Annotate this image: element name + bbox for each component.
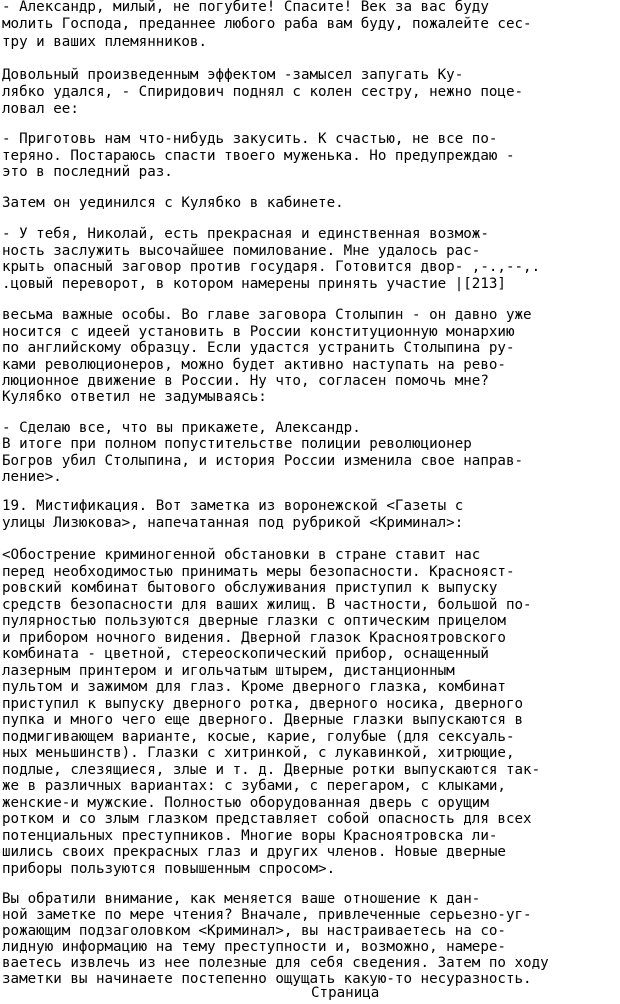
text-line: подмигивающем варианте, косые, карие, голубые (для сексуаль- [2, 729, 515, 745]
text-line: теряно. Постараюсь спасти твоего муженька. Но предупреждаю - [2, 148, 515, 164]
text-line: пулярностью пользуются дверные глазки с оптическим прицелом [2, 613, 506, 629]
text-line: подлые, слезящиеся, злые и т. д. Дверные ротки выпускаются так- [2, 762, 541, 778]
text-line: комбината - цветной, стереоскопический прибор, оснащенный [2, 646, 489, 662]
text-line: улицы Лизюкова>, напечатанная под рубрикой <Криминал>: [2, 515, 464, 531]
text-line: приступил к выпуску дверного ротка, дверного носика, дверного [2, 696, 524, 712]
text-line: шились своих прекрасных глаз и других членов. Новые дверные [2, 844, 506, 860]
text-line: Затем он уединился с Кулябко в кабинете. [2, 195, 344, 211]
text-line: тру и ваших племянников. [2, 34, 207, 50]
text-line: это в последний раз. [2, 164, 173, 180]
text-line: Вы обратили внимание, как меняется ваше отношение к дан- [2, 891, 481, 907]
text-line: ками революционеров, можно будет активно наступать на рево- [2, 357, 506, 373]
text-line: ротком и со злым глазком представляет собой опасность для всех [2, 811, 532, 827]
text-line: Кулябко ответил не задумываясь: [2, 389, 267, 405]
text-line: - У тебя, Николай, есть прекрасная и единственная возмож- [2, 226, 489, 242]
text-line: - Александр, милый, не погубите! Спасите! Век за вас буду [2, 0, 489, 15]
text-line: женские-и мужские. Полностью оборудованная дверь с орущим [2, 795, 489, 811]
text-line: приборы пользуются повышенным спросом>. [2, 861, 336, 877]
text-line: по английскому образцу. Если удастся устранить Столыпина ру- [2, 340, 515, 356]
text-line: люционное движение в России. Ну что, согласен помочь мне? [2, 373, 489, 389]
text-line: рожающим подзаголовком <Криминал>, вы настраиваетесь на со- [2, 923, 506, 939]
text-line: носится с идеей установить в России конституционную монархию [2, 324, 515, 340]
text-line: лазерным принтером и игольчатым штырем, дистанционным [2, 663, 455, 679]
text-line: <Обострение криминогенной обстановки в стране ставит нас [2, 547, 481, 563]
page-footer: Страница [311, 985, 380, 1001]
text-line: и прибором ночного видения. Дверной глазок Красноятровского [2, 630, 506, 646]
text-line: перед необходимостью принимать меры безопасности. Краснояст- [2, 564, 515, 580]
text-line: ваетесь извлечь из нее полезные для себя сведения. Затем по ходу [2, 955, 549, 971]
text-line: В итоге при полном попустительстве полиции революционер [2, 436, 472, 452]
text-line: ление>. [2, 469, 62, 485]
text-line: - Сделаю все, что вы прикажете, Александр. [2, 420, 361, 436]
text-line: Довольный произведенным эффектом -замысел запугать Ку- [2, 67, 464, 83]
text-line: ных меньшинств). Глазки с хитринкой, с лукавинкой, хитрющие, [2, 745, 515, 761]
text-line: весьма важные особы. Во главе заговора Столыпин - он давно уже [2, 307, 532, 323]
text-line: же в различных вариантах: с зубами, с перегаром, с клыками, [2, 778, 506, 794]
text-line: Богров убил Столыпина, и история России изменила свое направ- [2, 453, 524, 469]
text-line: ловал ее: [2, 101, 79, 117]
text-line: молить Господа, преданнее любого раба вам буду, пожалейте сес- [2, 16, 532, 32]
text-line: пультом и зажимом для глаз. Кроме дверного глазка, комбинат [2, 679, 506, 695]
text-line: - Приготовь нам что-нибудь закусить. К счастью, не все по- [2, 131, 498, 147]
text-line: потенциальных преступников. Многие воры Красноятровска ли- [2, 828, 498, 844]
text-line: ность заслужить высочайшее помилование. Мне удалось рас- [2, 243, 481, 259]
text-line: лидную информацию на тему преступности и, возможно, намере- [2, 939, 506, 955]
text-line: средств безопасности для ваших жилищ. В частности, большой по- [2, 597, 532, 613]
text-line: ной заметке по мере чтения? Вначале, привлеченные серьезно-уг- [2, 907, 532, 923]
text-line: заметки вы начинаете постепенно ощущать какую-то несуразность. [2, 971, 532, 987]
text-line: ровский комбинат бытового обслуживания приступил к выпуску [2, 580, 498, 596]
text-line: 19. Мистификация. Вот заметка из воронежской <Газеты с [2, 498, 464, 514]
text-line: .цовый переворот, в котором намерены принять участие |[213] [2, 276, 506, 292]
text-line: лябко удался, - Спиридович поднял с колен сестру, нежно поце- [2, 84, 524, 100]
text-line: пупка и много чего еще дверного. Дверные глазки выпускаются в [2, 712, 524, 728]
text-line: крыть опасный заговор против государя. Готовится двор- ,-.,--,. [2, 259, 541, 275]
